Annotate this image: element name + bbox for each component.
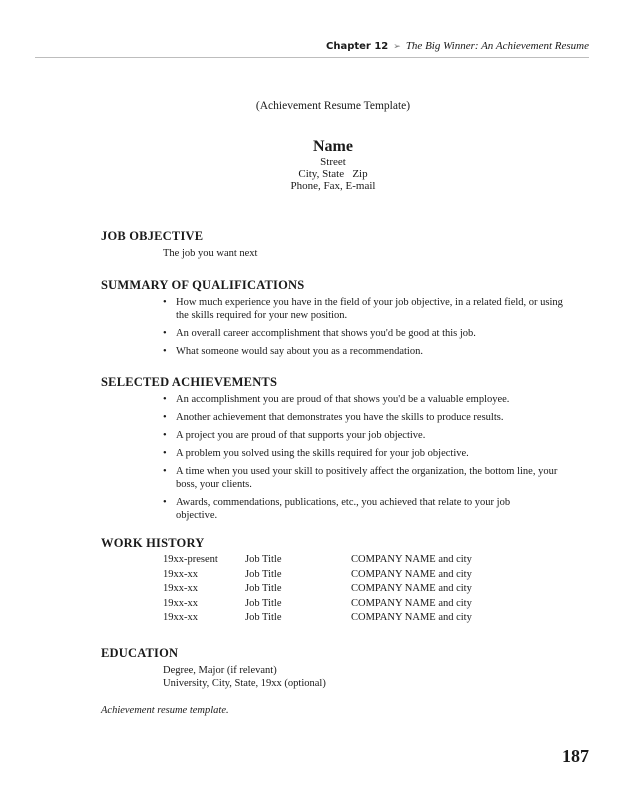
achievement-item: • A problem you solved using the skills required for your job objective. (163, 447, 578, 460)
chapter-label: Chapter 12 (326, 41, 389, 52)
achievements-list (163, 393, 578, 527)
work-title: Job Title (245, 554, 282, 565)
contact-phone: Phone, Fax, E-mail (290, 180, 376, 192)
running-header (0, 40, 589, 52)
table-row (163, 583, 472, 598)
summary-list (163, 296, 563, 363)
education-heading: EDUCATION (101, 646, 179, 660)
work-company: COMPANY NAME and city (351, 612, 472, 624)
work-title: Job Title (245, 583, 282, 595)
job-objective-heading: JOB OBJECTIVE (101, 229, 204, 243)
contact-block (0, 138, 624, 192)
work-company: COMPANY NAME and city (351, 583, 472, 595)
summary-item: • How much experience you have in the field of your job objective, in a related field, or using the skills required for your new position. (163, 296, 563, 322)
work-title: Job Title (245, 612, 282, 624)
work-company: COMPANY NAME and city (351, 568, 472, 580)
work-dates: 19xx-present (163, 554, 218, 565)
summary-item: • An overall career accomplishment that shows you'd be good at this job. (163, 327, 563, 340)
summary-heading: SUMMARY OF QUALIFICATIONS (101, 278, 305, 292)
education-school: University, City, State, 19xx (optional) (163, 678, 326, 689)
work-company: COMPANY NAME and city (351, 597, 472, 609)
table-row (163, 612, 472, 627)
header-rule (35, 57, 589, 58)
work-dates: 19xx-xx (163, 597, 198, 609)
achievement-item: • A project you are proud of that supports your job objective. (163, 429, 578, 442)
work-dates: 19xx-xx (163, 583, 198, 595)
job-objective-text: The job you want next (163, 248, 258, 259)
table-row (163, 569, 472, 584)
summary-item: • What someone would say about you as a recommendation. (163, 345, 563, 358)
work-dates: 19xx-xx (163, 568, 198, 580)
figure-caption: Achievement resume template. (101, 705, 229, 716)
education-degree: Degree, Major (if relevant) (163, 665, 277, 676)
work-title: Job Title (245, 568, 282, 580)
template-label: (Achievement Resume Template) (255, 100, 411, 112)
achievement-item: • Another achievement that demonstrates you have the skills to produce results. (163, 411, 578, 424)
work-title: Job Title (245, 597, 282, 609)
page-number: 187 (562, 746, 589, 766)
work-company: COMPANY NAME and city (351, 554, 472, 565)
table-row (163, 598, 472, 613)
arrow-separator-icon: ➢ (393, 42, 401, 52)
achievement-item: • An accomplishment you are proud of that shows you'd be a valuable employee. (163, 393, 578, 406)
chapter-title: The Big Winner: An Achievement Resume (405, 40, 589, 52)
contact-city-state-zip: City, State Zip (298, 168, 368, 180)
achievement-item: • Awards, commendations, publications, etc., you achieved that relate to your job objective. (163, 496, 531, 522)
education-block (163, 664, 326, 690)
table-row (163, 554, 472, 569)
contact-street: Street (320, 156, 346, 168)
achievement-item: • A time when you used your skill to positively affect the organization, the bottom line, your boss, your clients. (163, 465, 578, 491)
work-history-table (163, 554, 472, 627)
resume-name: Name (313, 138, 353, 155)
work-dates: 19xx-xx (163, 612, 198, 624)
achievements-heading: SELECTED ACHIEVEMENTS (101, 375, 278, 389)
work-history-heading: WORK HISTORY (101, 536, 205, 550)
